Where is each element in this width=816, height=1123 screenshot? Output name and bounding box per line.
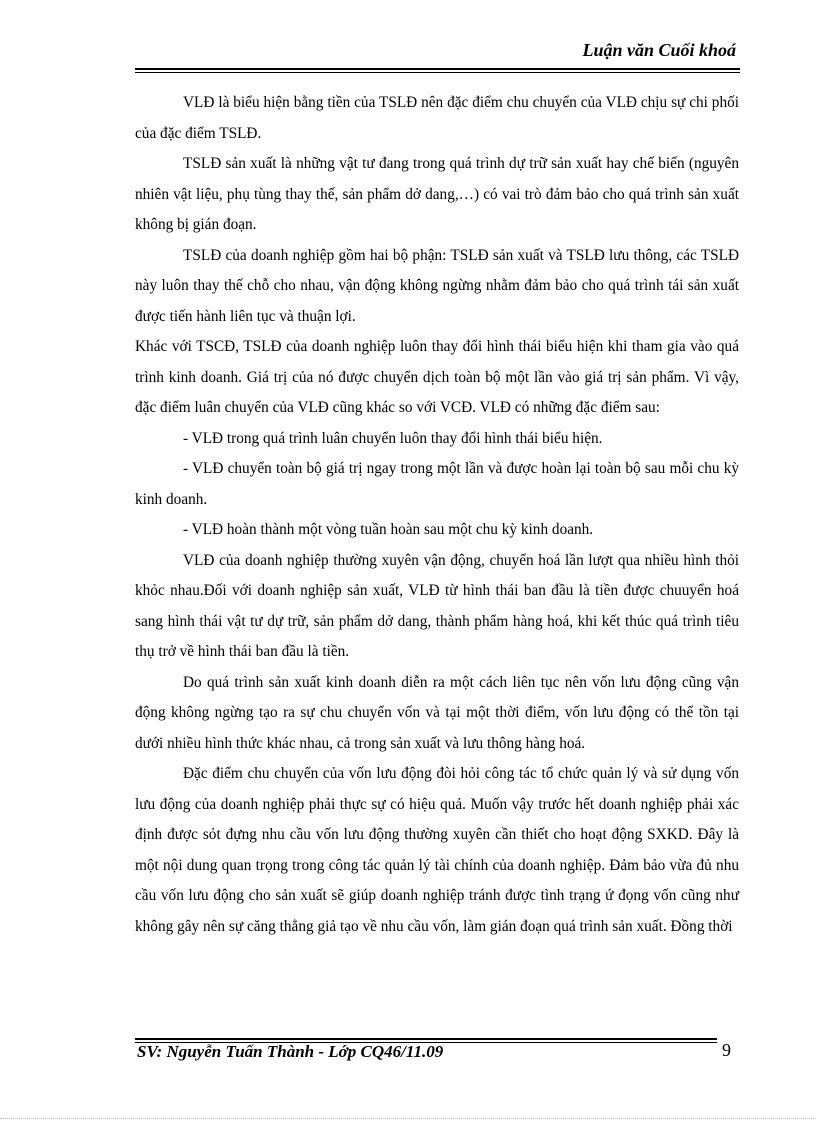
paragraph: VLĐ của doanh nghiệp thường xuyên vận động, chuyển hoá lần lượt qua nhiều hình thỏi khỏc nhau.Đối với doanh nghiệp sản xuất, VLĐ từ hình thái ban đầu là tiền được chuuyển hoá sang hình thái vật tư dự trữ, sản phẩm dở dang, thành phẩm hàng hoá, khi kết thúc quá trình tiêu thụ trở về hình thái ban đầu là tiền. — [135, 551, 739, 660]
paragraph: VLĐ là biểu hiện bằng tiền của TSLĐ nên đặc điểm chu chuyển của VLĐ chịu sự chi phối của đặc điểm TSLĐ. — [135, 94, 739, 142]
bullet-item: - VLĐ chuyển toàn bộ giá trị ngay trong một lần và được hoàn lại toàn bộ sau mỗi chu kỳ kinh doanh. — [135, 460, 739, 508]
bullet-item: - VLĐ trong quá trình luân chuyển luôn thay đổi hình thái biểu hiện. — [183, 429, 603, 447]
document-body — [135, 88, 739, 942]
header-divider-thin — [135, 72, 740, 73]
footer-author: SV: Nguyễn Tuấn Thành - Lớp CQ46/11.09 — [137, 1042, 444, 1061]
header-title: Luận văn Cuối khoá — [582, 40, 736, 60]
paragraph: TSLĐ sản xuất là những vật tư đang trong quá trình dự trữ sản xuất hay chế biến (nguyên nhiên vật liệu, phụ tùng thay thế, sản phẩm dở dang,…) có vai trò đảm bảo cho quá trình sản xuất không bị gián đoạn. — [135, 155, 739, 233]
paragraph: Đặc điểm chu chuyển của vốn lưu động đòi hỏi công tác tổ chức quản lý và sử dụng vốn lưu động của doanh nghiệp phải thực sự có hiệu quả. Muốn vậy trước hết doanh nghiệp phải xác định được sỏt đựng nhu cầu vốn lưu động thường xuyên cần thiết cho hoạt động SXKD. Đây là một nội dung quan trọng trong công tác quản lý tài chính của doanh nghiệp. Đảm bảo vừa đủ nhu cầu vốn lưu động cho sản xuất sẽ giúp doanh nghiệp tránh được tình trạng ứ đọng vốn cũng như không gây nên sự căng thẳng giả tạo về nhu cầu vốn, làm gián đoạn quá trình sản xuất. Đồng thời — [135, 765, 739, 935]
bullet-item: - VLĐ hoàn thành một vòng tuần hoàn sau một chu kỳ kinh doanh. — [183, 521, 594, 538]
footer-divider — [135, 1038, 717, 1040]
paragraph: Do quá trình sản xuất kinh doanh diễn ra một cách liên tục nên vốn lưu động cũng vận động không ngừng tạo ra sự chu chuyển vốn và tại một thời điểm, vốn lưu động có thể tồn tại dưới nhiều hình thức khác nhau, cả trong sản xuất và lưu thông hàng hoá. — [135, 673, 739, 752]
paragraph: TSLĐ của doanh nghiệp gồm hai bộ phận: TSLĐ sản xuất và TSLĐ lưu thông, các TSLĐ này luôn thay thế chỗ cho nhau, vận động không ngừng nhằm đảm bảo cho quá trình tái sản xuất được tiến hành liên tục và thuận lợi. — [135, 246, 739, 325]
page-number: 9 — [722, 1040, 731, 1060]
header-divider — [135, 68, 740, 70]
paragraph: Khác với TSCĐ, TSLĐ của doanh nghiệp luôn thay đổi hình thái biểu hiện khi tham gia vào quá trình kinh doanh. Giá trị của nó được chuyển dịch toàn bộ một lần vào giá trị sản phẩm. Vì vậy, đặc điểm luân chuyển của VLĐ cũng khác so với VCĐ. VLĐ có những đặc điểm sau: — [135, 338, 739, 416]
page-bottom-edge — [0, 1118, 816, 1119]
